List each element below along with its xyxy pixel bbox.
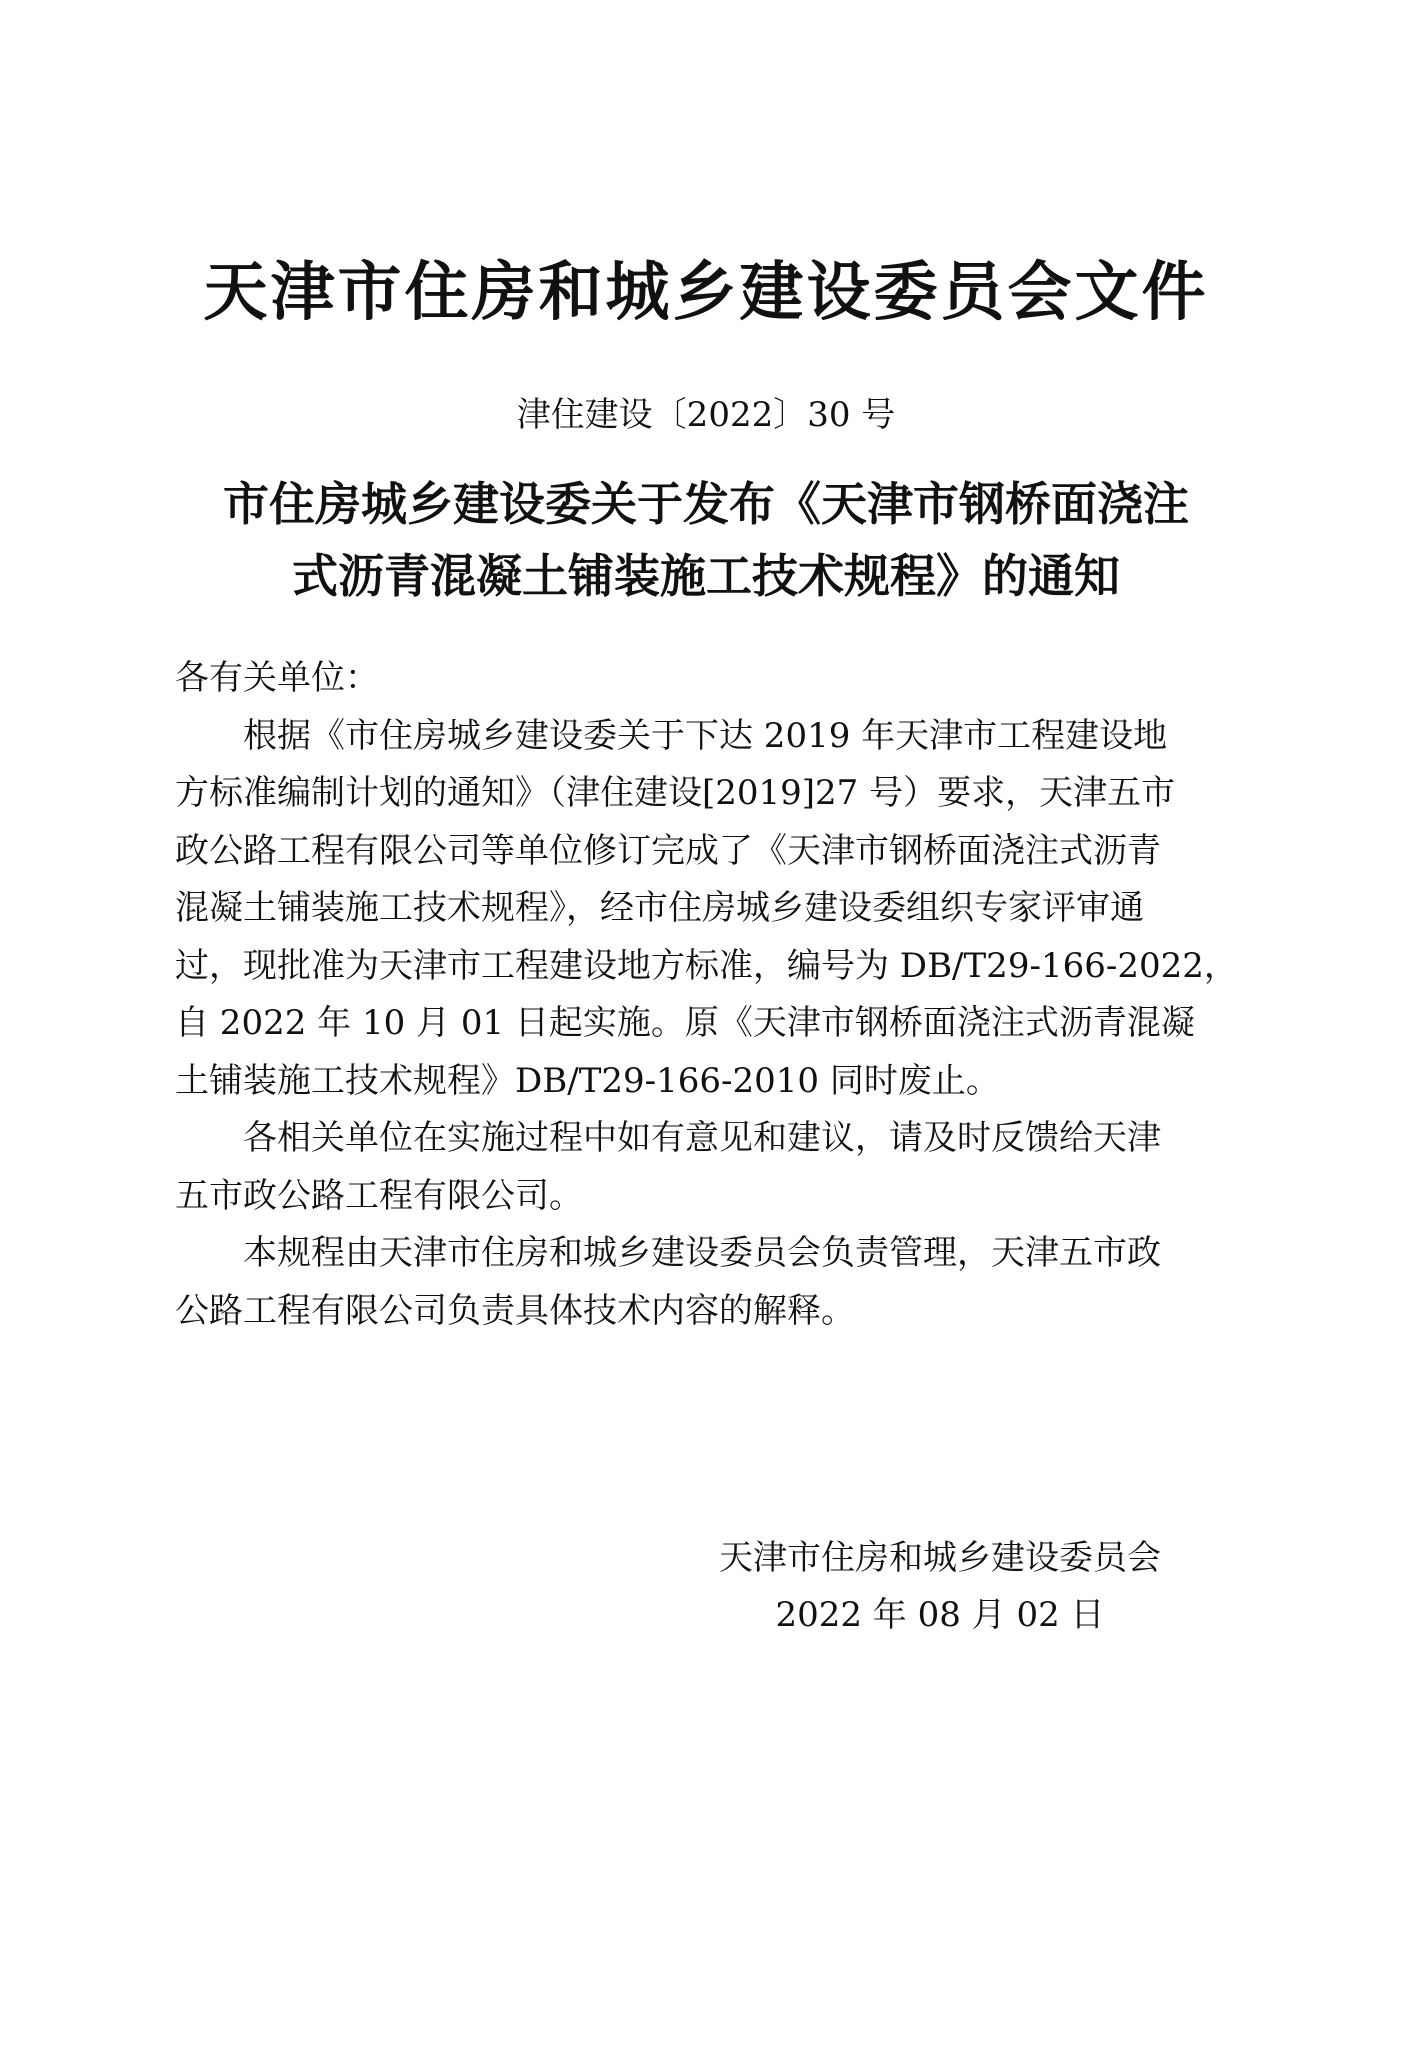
document-title	[140, 468, 1272, 612]
paragraph-line: 本规程由天津市住房和城乡建设委员会负责管理，天津五市政	[243, 1233, 1161, 1273]
document-number: 津住建设〔2022〕30 号	[516, 395, 896, 435]
document-header: 天津市住房和城乡建设委员会文件	[203, 256, 1209, 330]
paragraph-announcement	[175, 708, 1245, 1111]
title-line: 式沥青混凝土铺装施工技术规程》的通知	[292, 549, 1120, 603]
paragraph-line: 土铺装施工技术规程》DB/T29-166-2010 同时废止。	[175, 1060, 1000, 1101]
paragraph-line: 根据《市住房城乡建设委关于下达 2019 年天津市工程建设地	[243, 715, 1168, 756]
paragraph-line: 混凝土铺装施工技术规程》，经市住房城乡建设委组织专家评审通	[175, 888, 1144, 928]
title-line: 市住房城乡建设委关于发布《天津市钢桥面浇注	[223, 477, 1189, 531]
paragraph-line: 公路工程有限公司负责具体技术内容的解释。	[175, 1290, 855, 1331]
paragraph-line: 方标准编制计划的通知》（津住建设[2019]27 号）要求，天津五市	[175, 773, 1176, 813]
document-body	[175, 650, 1245, 1340]
paragraph-management	[175, 1225, 1245, 1340]
paragraph-line: 过，现批准为天津市工程建设地方标准，编号为 DB/T29-166-2022，	[175, 945, 1238, 986]
paragraph-line: 五市政公路工程有限公司。	[175, 1175, 583, 1216]
salutation: 各有关单位：	[175, 658, 379, 698]
paragraph-line: 各相关单位在实施过程中如有意见和建议，请及时反馈给天津	[243, 1118, 1161, 1158]
signature-date: 2022 年 08 月 02 日	[775, 1595, 1105, 1635]
signature-organization: 天津市住房和城乡建设委员会	[719, 1538, 1161, 1578]
paragraph-feedback	[175, 1110, 1245, 1225]
signature-block	[640, 1530, 1240, 1644]
paragraph-line: 政公路工程有限公司等单位修订完成了《天津市钢桥面浇注式沥青	[175, 830, 1161, 871]
paragraph-line: 自 2022 年 10 月 01 日起实施。原《天津市钢桥面浇注式沥青混凝	[175, 1003, 1195, 1043]
